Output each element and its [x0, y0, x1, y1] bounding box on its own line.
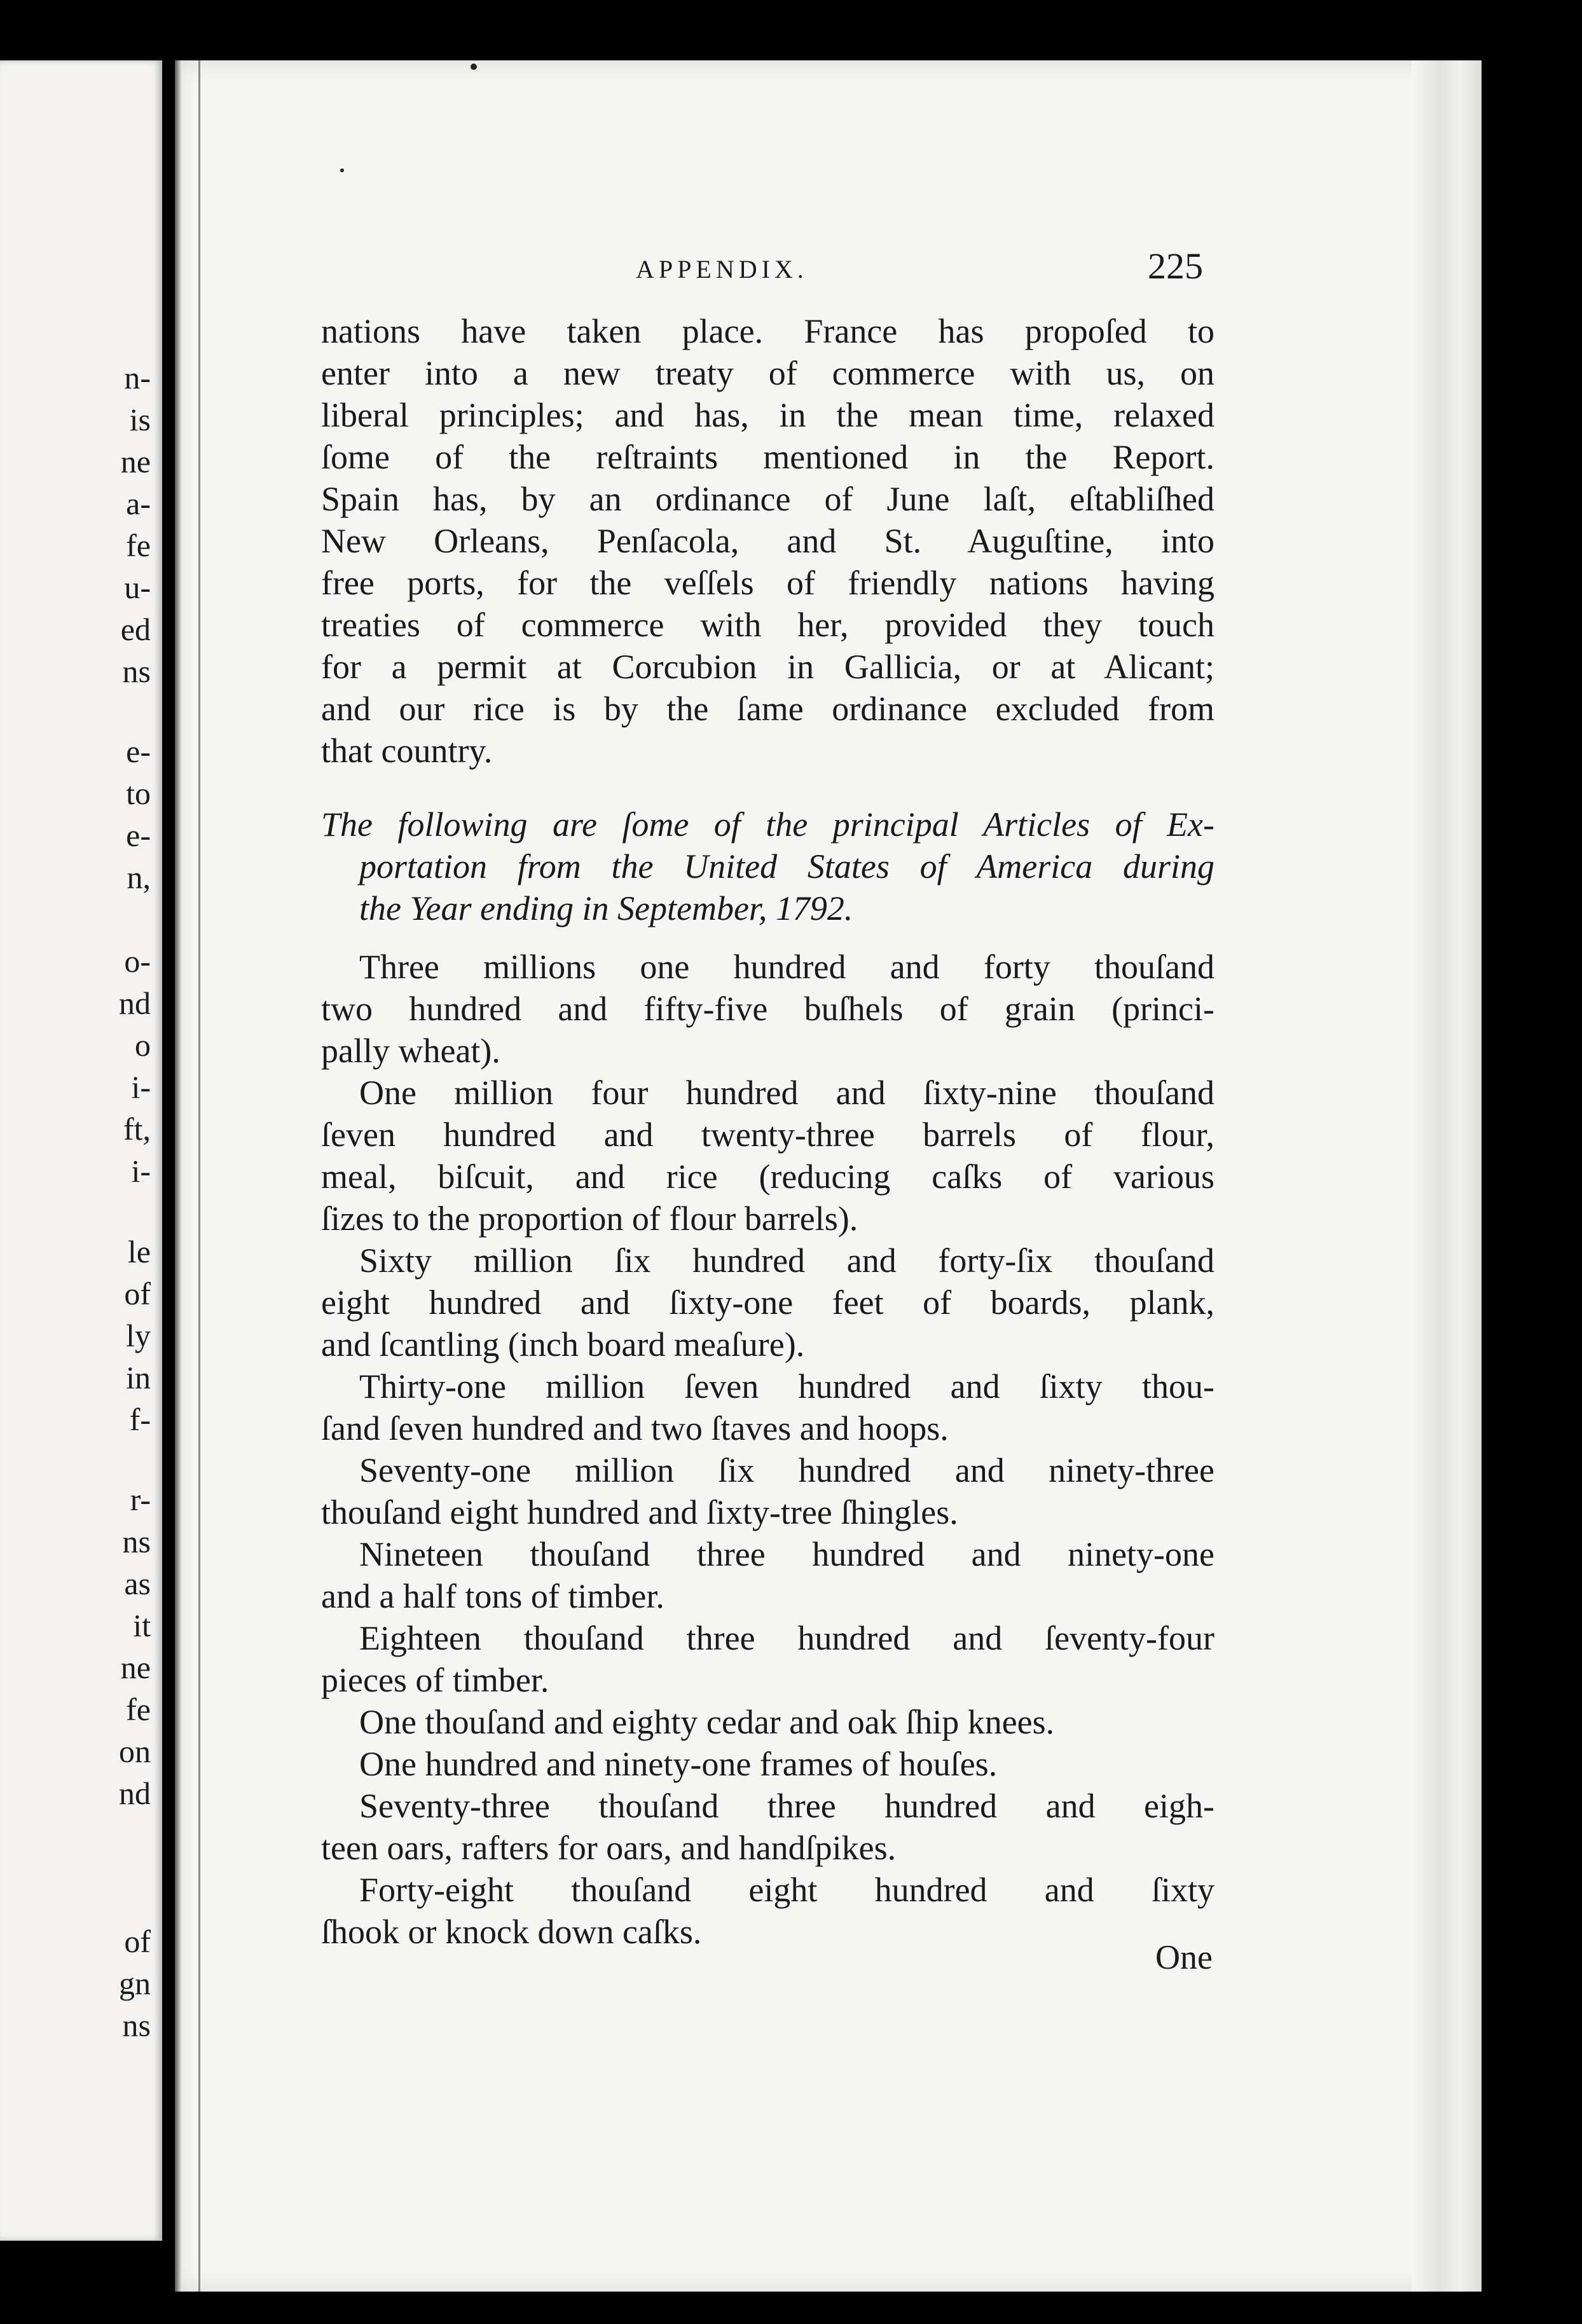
text-line: eight hundred and ſixty-one feet of boards, plank,: [321, 1283, 1214, 1322]
left-fragment: n-: [124, 360, 151, 395]
text-line: ſeven hundred and twenty-three barrels of flour,: [321, 1116, 1214, 1154]
left-fragment: ft,: [123, 1111, 151, 1147]
left-fragment: in: [126, 1360, 151, 1395]
gutter-line: [198, 60, 200, 2292]
heading-line: the Year ending in September, 1792.: [359, 889, 853, 927]
left-fragment: ed: [120, 612, 151, 647]
text-line: nations have taken place. France has propoſed to: [321, 312, 1214, 350]
text-line: ſizes to the proportion of flour barrels).: [321, 1200, 858, 1238]
text-line: and our rice is by the ſame ordinance excluded from: [321, 690, 1214, 728]
text-line: two hundred and fifty-five buſhels of grain (princi-: [321, 990, 1214, 1028]
text-line: Nineteen thouſand three hundred and ninety-one: [359, 1535, 1214, 1573]
text-line: ſhook or knock down caſks.: [321, 1913, 702, 1951]
left-fragment: o-: [124, 943, 151, 979]
left-fragment: fe: [126, 528, 151, 563]
page-body: [321, 310, 1214, 1953]
text-line: enter into a new treaty of commerce with us, on: [321, 354, 1214, 392]
text-line: Eighteen thouſand three hundred and ſeventy-four: [359, 1619, 1214, 1657]
left-fragment: on: [119, 1733, 151, 1769]
text-line: One million four hundred and ſixty-nine thouſand: [359, 1074, 1214, 1112]
left-fragment: it: [133, 1608, 151, 1643]
catchword: One: [1155, 1938, 1213, 1976]
text-line: thouſand eight hundred and ſixty-tree ſhingles.: [321, 1493, 958, 1531]
page-spine-shadow: [175, 60, 181, 2292]
text-line: Seventy-three thouſand three hundred and eigh-: [359, 1787, 1214, 1825]
left-fragment: le: [127, 1234, 151, 1269]
text-line: teen oars, rafters for oars, and handſpikes.: [321, 1829, 897, 1867]
running-head: APPENDIX.: [636, 255, 808, 284]
left-fragment: to: [126, 776, 151, 811]
left-fragment: fe: [126, 1692, 151, 1727]
left-fragment: nd: [119, 985, 151, 1021]
export-item-ship-knees: [321, 1701, 1214, 1743]
text-line: One thouſand and eighty cedar and oak ſhip knees.: [359, 1703, 1055, 1741]
left-fragment: of: [124, 1924, 151, 1959]
export-item-staves: [321, 1365, 1214, 1449]
left-fragment: e-: [126, 817, 151, 853]
export-item-casks: [321, 1869, 1214, 1953]
text-line: Thirty-one million ſeven hundred and ſixty thou-: [359, 1367, 1214, 1405]
left-fragment: e-: [126, 734, 151, 769]
export-item-oars: [321, 1785, 1214, 1869]
text-line: that country.: [321, 732, 493, 770]
heading-line: portation from the United States of America during: [359, 847, 1214, 885]
export-item-timber-tons: [321, 1533, 1214, 1617]
text-line: New Orleans, Penſacola, and St. Auguſtine, into: [321, 522, 1214, 560]
opening-paragraph: [321, 310, 1214, 772]
export-item-flour: [321, 1072, 1214, 1240]
text-line: for a permit at Corcubion in Gallicia, or at Alicant;: [321, 648, 1214, 686]
section-heading: [321, 803, 1214, 929]
left-fragment: ly: [126, 1318, 151, 1353]
left-fragment: n,: [127, 859, 151, 895]
left-fragment: ns: [122, 1524, 151, 1559]
text-line: liberal principles; and has, in the mean time, relaxed: [321, 396, 1214, 434]
left-fragment: ne: [120, 1650, 151, 1685]
text-line: pieces of timber.: [321, 1661, 549, 1699]
text-line: and ſcantling (inch board meaſure).: [321, 1325, 805, 1364]
text-line: meal, biſcuit, and rice (reducing caſks of various: [321, 1158, 1214, 1196]
text-line: Sixty million ſix hundred and forty-ſix thouſand: [359, 1241, 1214, 1280]
left-fragment: i-: [131, 1069, 151, 1105]
left-page-margin: [0, 60, 162, 2241]
text-line: One hundred and ninety-one frames of houſes.: [359, 1745, 998, 1783]
export-item-shingles: [321, 1449, 1214, 1533]
text-line: and a half tons of timber.: [321, 1577, 664, 1615]
text-line: ſand ſeven hundred and two ſtaves and hoops.: [321, 1409, 949, 1447]
left-fragment: r-: [130, 1482, 151, 1517]
text-line: pally wheat).: [321, 1032, 500, 1070]
left-fragment: o: [135, 1027, 151, 1063]
page-number: 225: [1148, 245, 1203, 287]
text-line: Spain has, by an ordinance of June laſt, eſtabliſhed: [321, 480, 1214, 518]
left-fragment: u-: [124, 570, 151, 605]
text-line: ſome of the reſtraints mentioned in the Report.: [321, 438, 1214, 476]
text-line: Seventy-one million ſix hundred and ninety-three: [359, 1451, 1214, 1489]
left-fragment: ns: [122, 653, 151, 689]
text-line: Forty-eight thouſand eight hundred and ſixty: [359, 1871, 1214, 1909]
export-item-boards: [321, 1240, 1214, 1365]
left-fragment: nd: [119, 1775, 151, 1811]
heading-line: The following are ſome of the principal Articles of Ex-: [321, 805, 1214, 844]
left-fragment: is: [129, 402, 151, 437]
text-line: treaties of commerce with her, provided they touch: [321, 606, 1214, 644]
export-item-house-frames: [321, 1743, 1214, 1785]
left-fragment: i-: [131, 1153, 151, 1189]
left-fragment: f-: [129, 1402, 151, 1437]
ink-speck: [471, 64, 477, 70]
text-line: Three millions one hundred and forty thouſand: [359, 948, 1214, 986]
left-fragment: as: [124, 1566, 151, 1601]
ink-speck: [340, 168, 344, 172]
left-fragment: of: [124, 1276, 151, 1311]
left-fragment: a-: [126, 486, 151, 521]
text-line: free ports, for the veſſels of friendly nations having: [321, 564, 1214, 602]
left-fragment: ns: [122, 2007, 151, 2043]
left-fragment: gn: [119, 1965, 151, 2001]
page-edge-shading: [1412, 60, 1482, 2292]
export-item-timber-pieces: [321, 1617, 1214, 1701]
left-fragment: ne: [120, 444, 151, 479]
export-item-grain: [321, 946, 1214, 1072]
